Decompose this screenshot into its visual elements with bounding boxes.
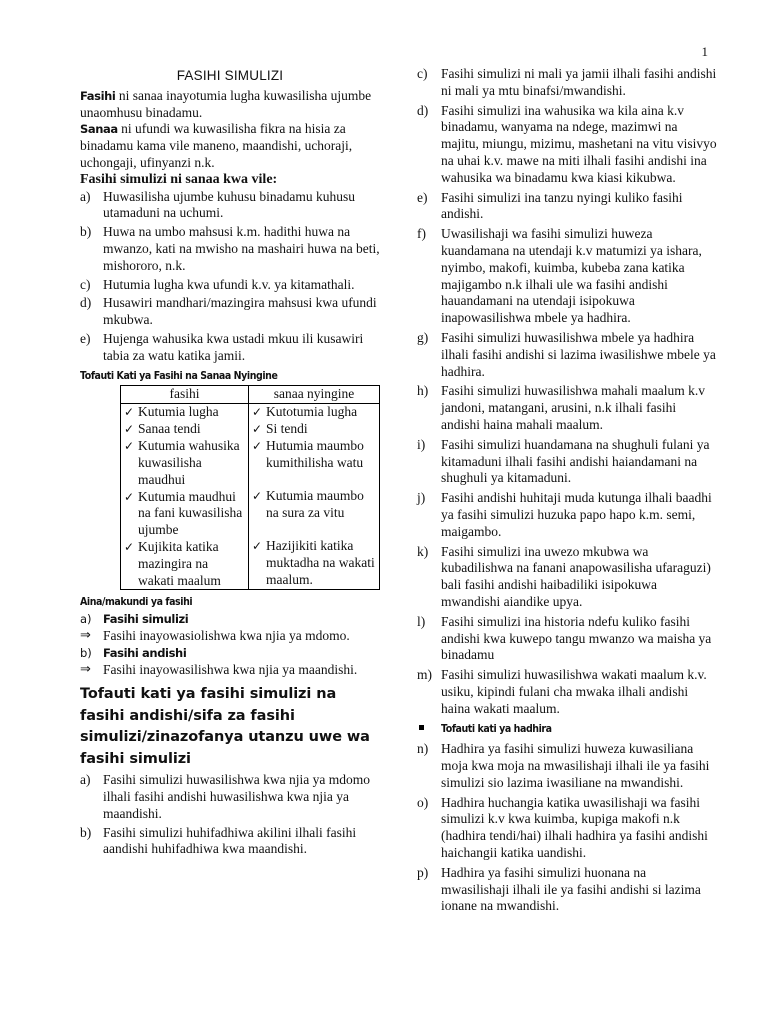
item-marker: b) [80,824,92,840]
checkmark-icon: ✓ [252,422,263,437]
table-entry-text: Sanaa tendi [138,421,201,437]
item-text: Fasihi simulizi ina historia ndefu kuliko fasihi andishi kwa kuwepo tangu mwanzo wa maisha ya binadamu [441,613,712,663]
sanaa-list [80,189,380,365]
page-number: 1 [701,44,708,59]
item-marker: d) [417,102,429,118]
list-item [417,190,717,224]
aina-heading: Aina/makundi ya fasihi [80,595,193,609]
item-marker: c) [80,276,91,292]
aina-item [80,645,380,662]
differences-heading: Tofauti kati ya fasihi simulizi na fasihi andishi/sifa za fasihi simulizi/zinazofanya utanzu uwe wa fasihi simulizi [80,686,370,767]
sanaa-heading: Fasihi simulizi ni sanaa kwa vile: [80,171,278,187]
item-text: Hadhira huchangia katika uwasilishaji wa fasihi simulizi k.v kwa kuimba, kupiga makofi n.k (hadhira tendi/hai) ilhali hadhira ya fasihi andishi haichangii katika uandishi. [441,794,708,861]
table-heading: Tofauti Kati ya Fasihi na Sanaa Nyingine [80,368,278,382]
comparison-table [120,385,380,590]
table-entry [252,488,376,538]
table-entry [252,421,376,438]
aina-marker: b) [80,645,92,660]
item-text: Hujenga wahusika kwa ustadi mkuu ili kusawiri tabia za watu katika jamii. [103,330,364,363]
list-item [80,189,380,223]
item-text: Husawiri mandhari/mazingira mahsusi kwa ufundi mkubwa. [103,295,377,328]
term-sanaa: Sanaa [80,122,118,137]
table-entry-text: Kujikita katika mazingira na wakati maalum [138,538,221,588]
list-item [80,295,380,329]
list-item [417,103,717,187]
list-item [417,614,717,664]
aina-list [80,611,380,678]
hadhira-heading-row [417,720,717,738]
item-marker: m) [417,667,432,683]
table-entry-text: Si tendi [266,421,308,437]
item-text: Fasihi simulizi huwasilishwa mahali maalum k.v jandoni, matangani, arusini, n.k ilhali fasihi andishi haina mahali maalum. [441,383,705,432]
item-marker: e) [417,189,428,205]
item-text: Fasihi simulizi ina tanzu nyingi kuliko fasihi andishi. [441,189,683,222]
table-entry [124,421,245,438]
definition-fasihi-text: ni sanaa inayotumia lugha kuwasilisha ujumbe unaomhusu binadamu. [80,87,372,120]
left-column [80,66,380,860]
aina-description [80,662,380,679]
item-text: Fasihi simulizi huhifadhiwa akilini ilhali fasihi aandishi huhifadhiwa kwa maandishi. [103,824,357,857]
list-item [80,277,380,294]
item-text: Fasihi simulizi huwasilishwa mbele ya hadhira ilhali fasihi andishi si lazima iwasilishwe mbele ya hadhira. [441,329,716,379]
table-header-sanaa-nyingine: sanaa nyingine [249,386,380,404]
checkmark-icon: ✓ [124,439,135,454]
item-text: Hadhira ya fasihi simulizi huonana na mwasilishaji ilhali ile ya fasihi andishi si lazima ionane na mwandishi. [441,864,701,914]
table-entry [124,539,245,589]
table-entry-text: Hutumia maumbo kumithilisha watu [266,438,364,470]
table-header-fasihi: fasihi [121,386,249,404]
table-entry [124,438,245,488]
item-text: Hadhira ya fasihi simulizi huweza kuwasiliana moja kwa moja na mwasilishaji ilhali ile ya fasihi simulizi sio lazima iwasiliane na mwandishi. [441,741,710,790]
differences-list-continued [417,66,717,717]
term-fasihi: Fasihi [80,88,116,103]
item-marker: p) [417,864,429,880]
item-marker: i) [417,436,426,452]
item-marker: e) [80,330,91,346]
checkmark-icon: ✓ [124,405,135,420]
item-text: Fasihi simulizi huandamana na shughuli fulani ya kitamaduni ilhali fasihi andishi haiandamani na shughuli ya kitamaduni. [441,436,710,486]
definition-fasihi [80,88,380,122]
aina-description-text: Fasihi inayowasilishwa kwa njia ya maandishi. [103,661,358,677]
table-cell-sanaa-nyingine [249,404,380,590]
checkmark-icon: ✓ [252,539,263,554]
item-marker: l) [417,613,426,629]
list-item [80,224,380,274]
hadhira-list [417,741,717,915]
page-title: FASIHI SIMULIZI [176,68,284,83]
table-entry-text: Kutumia wahusika kuwasilisha maudhui [138,438,240,487]
item-text: Fasihi simulizi ina uwezo mkubwa wa kubadilishwa na fanani anapowasilisha ufaraguzi) bali fasihi andishi haibadiliki isipokuwa mwandishi aiandike upya. [441,543,711,609]
arrow-right-icon: ⇒ [80,627,91,643]
table-entry-text: Kutumia maudhui na fani kuwasilisha ujumbe [138,488,243,538]
aina-description [80,628,380,645]
item-marker: o) [417,794,429,810]
list-item [417,544,717,611]
checkmark-icon: ✓ [252,439,263,454]
aina-term: Fasihi andishi [103,645,187,660]
item-marker: b) [80,224,92,240]
item-marker: c) [417,66,428,81]
item-marker: j) [417,490,426,506]
item-text: Fasihi simulizi ina wahusika wa kila aina k.v binadamu, wanyama na ndege, mazimwi na majitu, miungu, mizimu, mashetani na vitu visivyo na uhai k.v. mawe na miti ilhali fasihi andishi ina wahusika wa binadamu kwa kiasi kikubwa. [441,102,717,185]
item-text: Uwasilishaji wa fasihi simulizi huweza kuandamana na utendaji k.v matumizi ya ishara, nyimbo, makofi, kuimba, kubeba zana katika majigambo n.k ilhali ule wa fasihi andishi hauandamani na utendaji isipokuwa inapowasilishwa mbele ya hadhira. [441,226,702,326]
checkmark-icon: ✓ [124,539,135,554]
list-item [417,330,717,380]
list-item [80,825,380,859]
table-entry [252,404,376,421]
list-item [80,331,380,365]
item-marker: f) [417,226,426,242]
list-item [417,383,717,433]
list-item [417,741,717,791]
item-text: Fasihi simulizi huwasilishwa kwa njia ya mdomo ilhali fasihi andishi huwasilishwa kwa njia ya maandishi. [103,772,370,821]
table-entry [124,489,245,539]
right-column [417,66,717,918]
item-marker: d) [80,295,92,311]
checkmark-icon: ✓ [124,422,135,437]
aina-description-text: Fasihi inayowasiolishwa kwa njia ya mdomo. [103,627,350,643]
list-item [417,226,717,327]
list-item [417,66,717,100]
table-entry-text: Hazijikiti katika muktadha na wakati maalum. [266,538,375,587]
definition-sanaa [80,121,380,171]
item-marker: k) [417,543,429,559]
item-marker: a) [80,188,91,204]
list-item [80,772,380,822]
item-marker: g) [417,329,429,345]
item-text: Fasihi andishi huhitaji muda kutunga ilhali baadhi ya fasihi simulizi huzuka papo hapo k.m. semi, maigambo. [441,490,712,539]
table-cell-fasihi [121,404,249,590]
aina-item [80,611,380,628]
item-marker: n) [417,741,429,757]
aina-term: Fasihi simulizi [103,612,189,627]
hadhira-heading: Tofauti kati ya hadhira [441,722,552,736]
list-item [417,667,717,717]
table-entry [252,538,376,588]
item-text: Huwa na umbo mahsusi k.m. hadithi huwa na mwanzo, kati na mwisho na mashairi huwa na beti, mishororo, n.k. [103,224,380,273]
table-entry-text: Kutumia lugha [138,404,219,420]
arrow-right-icon: ⇒ [80,661,91,677]
item-marker: h) [417,383,429,399]
checkmark-icon: ✓ [124,489,135,504]
aina-marker: a) [80,612,92,627]
table-entry [124,404,245,421]
table-entry-text: Kutotumia lugha [266,404,358,420]
list-item [417,437,717,487]
checkmark-icon: ✓ [252,405,263,420]
item-text: Fasihi simulizi huwasilishwa wakati maalum k.v. usiku, kipindi fulani cha mwaka ilhali andishi haina wakati maalum. [441,667,707,716]
definition-sanaa-text: ni ufundi wa kuwasilisha fikra na hisia za binadamu kama vile maneno, maandishi, uchoraji, uchongaji, ufinyanzi n.k. [80,121,353,170]
bullet-square-icon [419,725,424,730]
item-marker: a) [80,772,91,788]
item-text: Huwasilisha ujumbe kuhusu binadamu kuhusu utamaduni na uchumi. [103,188,355,221]
checkmark-icon: ✓ [252,489,263,504]
list-item [417,490,717,540]
list-item [417,795,717,862]
item-text: Hutumia lugha kwa ufundi k.v. ya kitamathali. [103,276,355,292]
table-entry-text: Kutumia maumbo na sura za vitu [266,488,364,520]
table-entry [252,438,376,488]
list-item [417,865,717,915]
differences-list [80,772,380,858]
item-text: Fasihi simulizi ni mali ya jamii ilhali fasihi andishi ni mali ya mtu binafsi/mwandishi. [441,66,717,98]
